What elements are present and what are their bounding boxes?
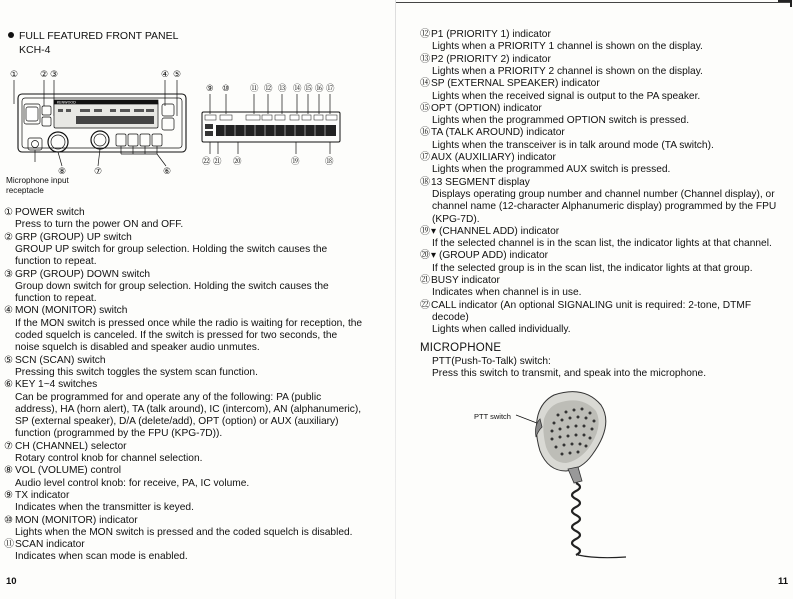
- item-number: ⑤: [4, 354, 13, 366]
- item-number: ㉑: [420, 275, 430, 286]
- callout-18: ⑱: [325, 157, 334, 167]
- item-title: ▾ (CHANNEL ADD) indicator: [431, 225, 560, 237]
- item-description-line: Can be programmed for and operate any of the following: PA (public: [15, 391, 322, 403]
- left-page: [0, 0, 396, 599]
- item-title: OPT (OPTION) indicator: [431, 102, 542, 114]
- model-label: KCH-4: [19, 44, 51, 56]
- right-page: [396, 0, 793, 599]
- caption-line-1: Microphone input: [6, 176, 69, 185]
- item-number: ⑳: [420, 250, 430, 262]
- page-number-left: 10: [6, 576, 17, 587]
- item-title: SP (EXTERNAL SPEAKER) indicator: [431, 78, 600, 90]
- item-description-line: If the MON switch is pressed once while the radio is waiting for reception, the: [15, 317, 363, 329]
- item-description-line: Press to turn the power ON and OFF.: [15, 219, 184, 231]
- item-number: ⑥: [4, 379, 13, 391]
- microphone-title: MICROPHONE: [420, 342, 502, 354]
- item-description-line: Indicates when the transmitter is keyed.: [15, 502, 194, 514]
- item-description-line: decode): [432, 311, 469, 323]
- item-number: ⑱: [420, 176, 430, 188]
- item-number: ⑰: [420, 152, 430, 163]
- item-title: P2 (PRIORITY 2) indicator: [431, 53, 551, 65]
- item-number: ㉒: [420, 299, 430, 311]
- item-title: SCN (SCAN) switch: [15, 354, 106, 366]
- callout-21: ㉑: [213, 157, 222, 167]
- item-title: AUX (AUXILIARY) indicator: [431, 152, 556, 163]
- item-number: ②: [4, 231, 13, 243]
- item-description-line: function (programmed by the FPU (KPG-7D)).: [15, 428, 223, 440]
- callout-8: ⑧: [58, 167, 67, 177]
- item-title: TA (TALK AROUND) indicator: [431, 127, 565, 139]
- panel-brand: KENWOOD: [57, 100, 76, 105]
- item-title: MON (MONITOR) switch: [15, 305, 128, 317]
- callout-6: ⑥: [163, 167, 172, 177]
- bullet-icon: [8, 32, 14, 38]
- item-description-line: Lights when a PRIORITY 2 channel is shown on the display.: [432, 65, 703, 77]
- item-number: ⑦: [4, 440, 13, 452]
- item-description-line: If the selected channel is in the scan list, the indicator lights at that channel.: [432, 238, 772, 250]
- callout-1: ①: [10, 70, 19, 80]
- item-description-line: channel name (12-character Alphanumeric display) programmed by the FPU: [432, 201, 777, 213]
- item-title: P1 (PRIORITY 1) indicator: [431, 29, 551, 40]
- ptt-label: PTT switch: [474, 412, 511, 421]
- callout-5: ⑤: [173, 70, 182, 80]
- item-number: ①: [4, 207, 13, 218]
- item-title: POWER switch: [15, 207, 85, 218]
- item-title: CH (CHANNEL) selector: [15, 440, 127, 452]
- item-description-line: (KPG-7D).: [432, 213, 480, 225]
- callout-17: ⑰: [326, 84, 335, 94]
- item-description-line: Pressing this switch toggles the system scan function.: [15, 366, 258, 378]
- callout-3: ③: [50, 70, 59, 80]
- item-number: ⑩: [4, 514, 13, 526]
- section-heading: [8, 30, 178, 42]
- item-number: ⑮: [420, 102, 430, 114]
- item-description-line: Lights when the programmed AUX switch is pressed.: [432, 164, 671, 176]
- item-title: MON (MONITOR) indicator: [15, 514, 138, 526]
- item-description-line: noise squelch is disabled and speaker audio unmutes.: [15, 342, 260, 354]
- callout-2: ②: [40, 70, 49, 80]
- microphone-illustration: [496, 385, 656, 565]
- item-description-line: SP (external speaker), D/A (delete/add), OPT (option) or AUX (auxiliary): [15, 416, 339, 428]
- callout-11: ⑪: [250, 84, 259, 94]
- item-title: GRP (GROUP) DOWN switch: [15, 268, 151, 280]
- item-description-line: Indicates when channel is in use.: [432, 287, 582, 299]
- item-description-line: Indicates when scan mode is enabled.: [15, 551, 188, 563]
- front-panel-diagram: [0, 66, 200, 182]
- item-description-line: Group down switch for group selection. Holding the switch causes the: [15, 280, 329, 292]
- item-description-line: function to repeat.: [15, 293, 97, 305]
- item-description-line: coded squelch is canceled. If the switch is pressed for two seconds, the: [15, 330, 338, 341]
- callout-4: ④: [161, 70, 170, 80]
- item-description-line: Audio level control knob: for receive, PA, IC volume.: [15, 477, 250, 489]
- item-number: ⑨: [4, 489, 13, 501]
- mic-receptacle-caption: [6, 176, 69, 196]
- item-title: CALL indicator (An optional SIGNALING unit is required: 2-tone, DTMF: [431, 299, 752, 311]
- item-number: ⑲: [420, 225, 430, 237]
- callout-16: ⑯: [315, 84, 324, 94]
- item-title: ▾ (GROUP ADD) indicator: [431, 250, 549, 262]
- callout-22: ㉒: [202, 157, 211, 167]
- item-title: KEY 1~4 switches: [15, 379, 98, 391]
- item-description-line: Lights when the received signal is output to the PA speaker.: [432, 90, 701, 102]
- item-number: ⑭: [420, 78, 430, 90]
- item-number: ⑧: [4, 465, 13, 477]
- item-description-line: function to repeat.: [15, 256, 97, 268]
- callout-19: ⑲: [291, 157, 300, 167]
- item-number: ⑯: [420, 127, 430, 139]
- callout-10: ⑩: [222, 84, 230, 94]
- caption-line-2: receptacle: [6, 186, 44, 195]
- item-number: ⑫: [420, 29, 430, 40]
- item-title: GRP (GROUP) UP switch: [15, 231, 132, 243]
- callout-14: ⑭: [293, 84, 302, 94]
- item-description-line: Lights when a PRIORITY 1 channel is shown on the display.: [432, 41, 703, 53]
- item-title: TX indicator: [15, 489, 70, 501]
- item-description-line: Displays operating group number and channel number (Channel display), or: [432, 188, 775, 200]
- display-diagram: [200, 80, 350, 170]
- item-title: BUSY indicator: [431, 275, 500, 286]
- ptt-description: Press this switch to transmit, and speak into the microphone.: [432, 368, 707, 379]
- item-number: ⑪: [4, 539, 14, 551]
- callout-9: ⑨: [206, 84, 214, 94]
- item-description-line: GROUP UP switch for group selection. Holding the switch causes the: [15, 243, 328, 255]
- callout-7: ⑦: [94, 167, 103, 177]
- item-description-line: Lights when called individually.: [432, 324, 571, 336]
- callout-13: ⑬: [278, 84, 287, 94]
- item-number: ④: [4, 305, 13, 317]
- item-title: SCAN indicator: [15, 539, 85, 551]
- item-title: 13 SEGMENT display: [431, 176, 530, 188]
- item-title: VOL (VOLUME) control: [15, 465, 122, 477]
- heading-text: FULL FEATURED FRONT PANEL: [19, 30, 179, 42]
- item-description-line: Lights when the transceiver is in talk around mode (TA switch).: [432, 139, 714, 151]
- ptt-subtitle: PTT(Push-To-Talk) switch:: [432, 356, 551, 367]
- page-number-right: 11: [778, 576, 789, 587]
- item-description-line: Lights when the programmed OPTION switch is pressed.: [432, 115, 690, 127]
- callout-12: ⑫: [264, 84, 273, 94]
- item-number: ③: [4, 268, 13, 280]
- item-description-line: address), HA (horn alert), TA (talk around), IC (intercom), AN (alphanumeric),: [15, 403, 362, 415]
- item-description-line: Rotary control knob for channel selection.: [15, 453, 203, 464]
- callout-15: ⑮: [304, 84, 313, 94]
- item-number: ⑬: [420, 53, 430, 65]
- item-description-line: If the selected group is in the scan list, the indicator lights at that group.: [432, 262, 753, 274]
- item-description-line: Lights when the MON switch is pressed and the coded squelch is disabled.: [15, 526, 353, 538]
- callout-20: ⑳: [233, 157, 242, 167]
